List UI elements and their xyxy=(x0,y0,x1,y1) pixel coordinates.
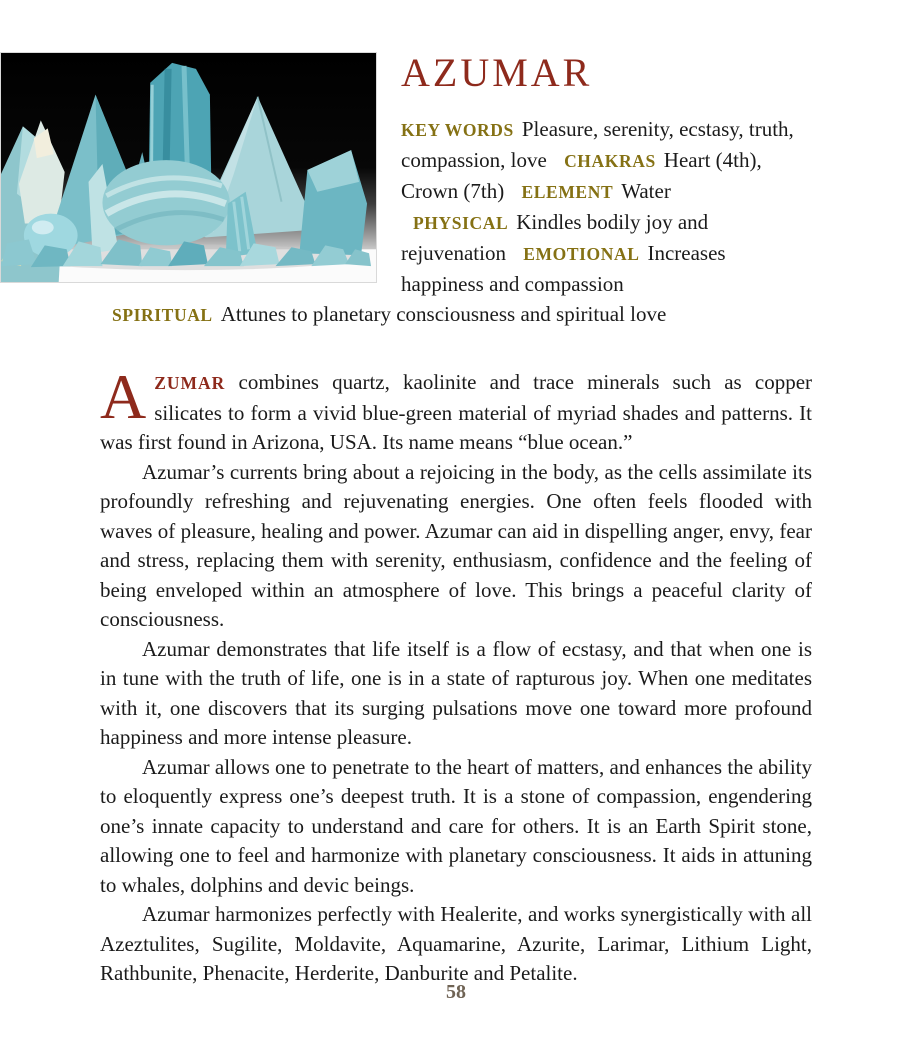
emotional-value: Increases happiness and compassion xyxy=(401,241,726,296)
body-text xyxy=(100,361,813,989)
crystal-photo xyxy=(0,52,377,283)
element-value: Water xyxy=(621,179,671,203)
paragraph-text: combines quartz, kaolinite and trace minerals such as copper silicates to form a vivid blue-green material of myriad shades and patterns. It was first found in Arizona, USA. Its name means “blue ocean.” xyxy=(100,370,813,454)
paragraph: Azumar’s currents bring about a rejoicing in the body, as the cells assimilate its profoundly refreshing and rejuvenating energies. One often feels flooded with waves of pleasure, healing and power. Azumar can aid in dispelling anger, envy, fear and stress, replacing them with serenity, enthusiasm, confidence and the feeling of being enveloped within an atmosphere of love. This brings a peaceful clarity of consciousness. xyxy=(100,459,812,631)
page-title: AZUMAR xyxy=(401,50,593,95)
chakras-value: Heart (4th), Crown (7th) xyxy=(401,148,762,203)
spiritual-value: Attunes to planetary consciousness and spiritual love xyxy=(220,302,667,326)
spiritual-label: SPIRITUAL xyxy=(112,305,213,325)
physical-value: Kindles bodily joy and rejuvenation xyxy=(401,210,709,265)
paragraph: Azumar allows one to penetrate to the heart of matters, and enhances the ability to eloquently express one’s deepest truth. It is a stone of compassion, engendering one’s innate capacity to understand and care for others. It is an Earth Spirit stone, allowing one to feel and harmonize with planetary consciousness. It aids in attuning to whales, dolphins and devic beings. xyxy=(100,754,812,897)
page-number: 58 xyxy=(446,981,466,1003)
emotional-label: EMOTIONAL xyxy=(523,244,640,264)
stone-egg-highlight xyxy=(32,221,54,235)
key-words-label: KEY WORDS xyxy=(401,120,514,140)
page-content xyxy=(100,52,812,989)
chakras-label: CHAKRAS xyxy=(564,151,656,171)
key-words-value: Pleasure, serenity, ecstasy, truth, compassion, love xyxy=(401,117,794,172)
element-label: ELEMENT xyxy=(521,182,614,202)
physical-label: PHYSICAL xyxy=(413,213,509,233)
crystal-photo-illustration xyxy=(1,53,376,282)
paragraph: Azumar harmonizes perfectly with Healerite, and works synergistically with all Azeztulites, Sugilite, Moldavite, Aquamarine, Azurite, Larimar, Lithium Light, Rathbunite, Phenacite, Herderite, Danburite and Petalite. xyxy=(100,902,812,985)
paragraph: Azumar demonstrates that life itself is a flow of ecstasy, and that when one is in tune with the truth of life, one is in a state of rapturous joy. When one meditates with it, one discovers that its surging pulsations move one toward more profound happiness and more intense pleasure. xyxy=(100,636,812,749)
paragraph-intro xyxy=(100,361,813,458)
drop-cap: A xyxy=(100,361,147,432)
lead-small-caps: ZUMAR xyxy=(154,373,226,393)
